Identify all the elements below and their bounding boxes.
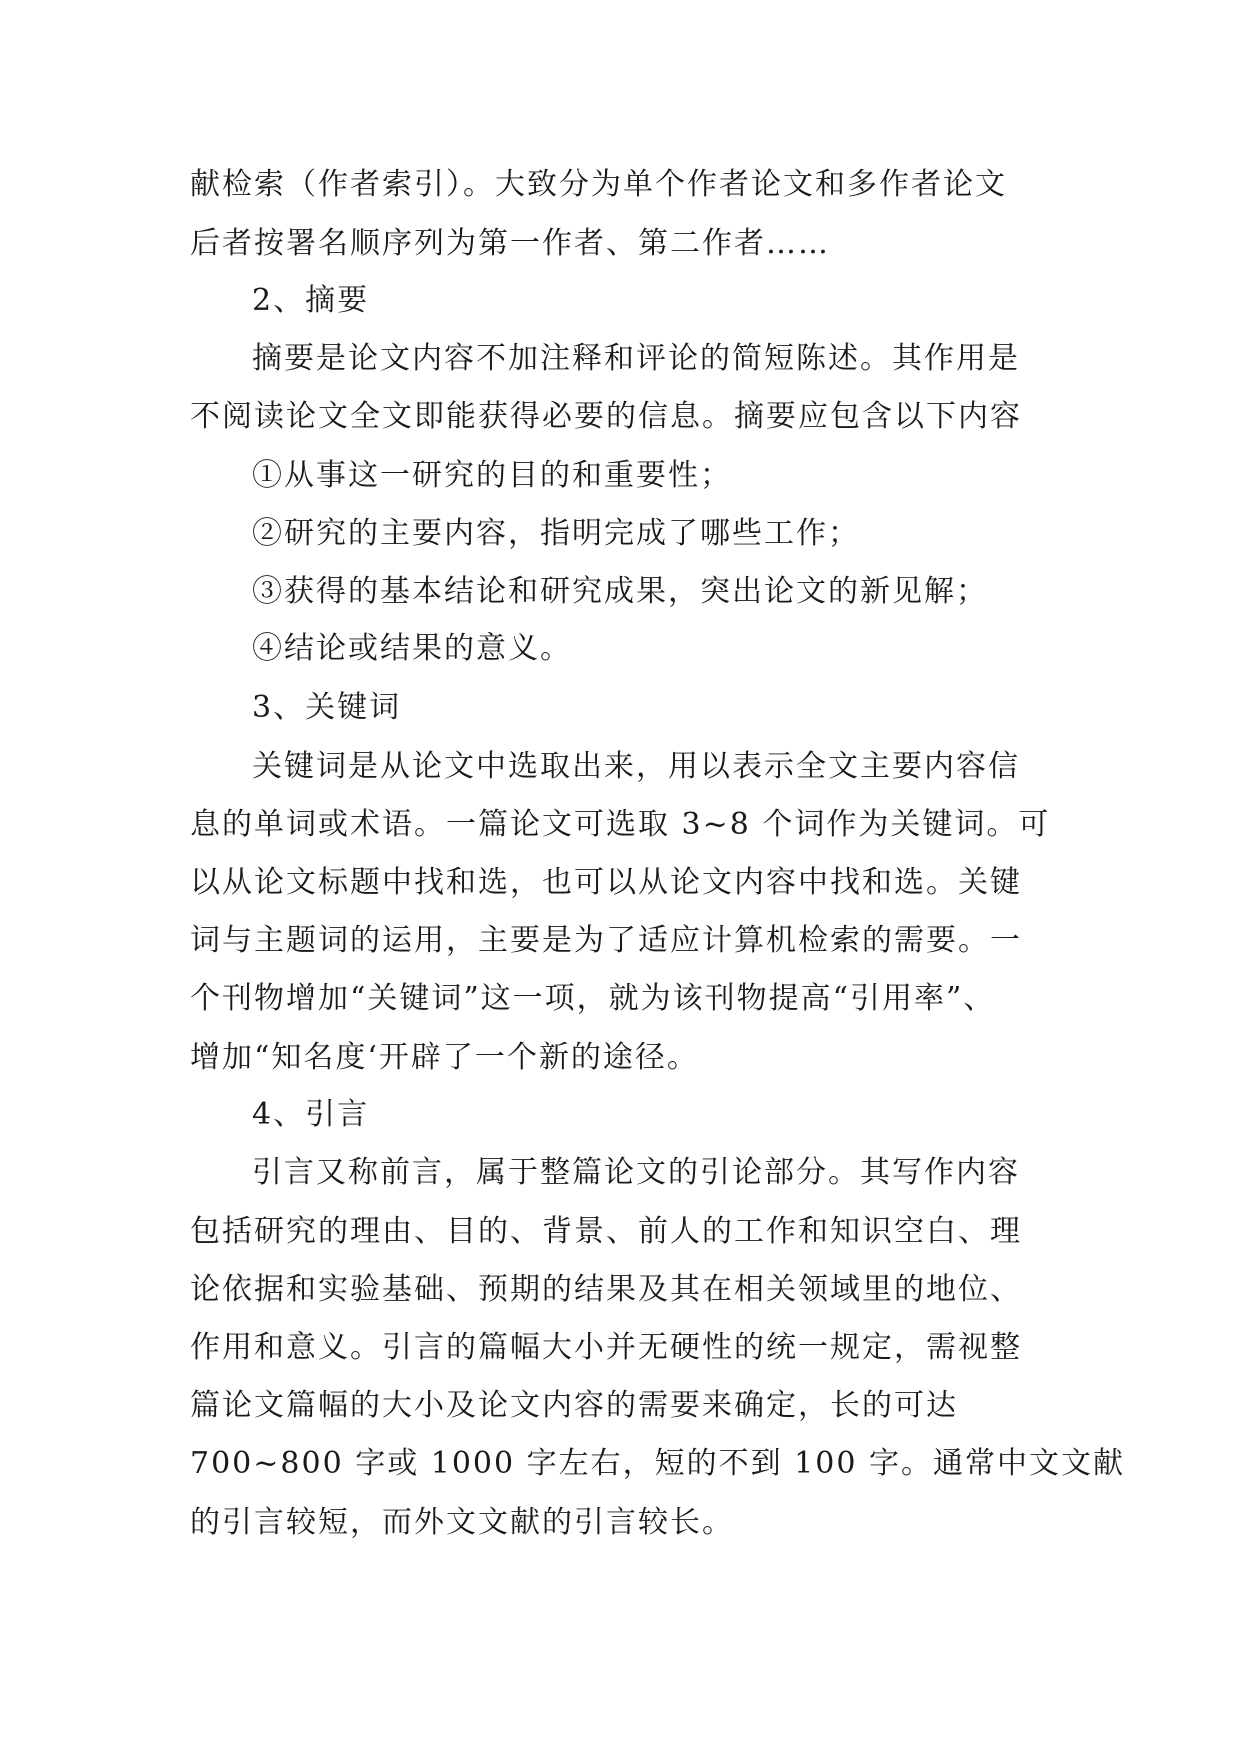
text-line: 词与主题词的运用，主要是为了适应计算机检索的需要。一 — [190, 923, 1022, 958]
text-line: 息的单词或术语。一篇论文可选取 3~8 个词作为关键词。可 — [190, 807, 1051, 842]
list-item: ①从事这一研究的目的和重要性； — [252, 458, 732, 493]
list-item: ③获得的基本结论和研究成果，突出论文的新见解； — [252, 574, 988, 609]
text-line: 增加“知名度‘开辟了一个新的途径。 — [190, 1040, 699, 1075]
text-line: 700~800 字或 1000 字左右，短的不到 100 字。通常中文文献 — [190, 1446, 1125, 1481]
text-line: 的引言较短，而外文文献的引言较长。 — [190, 1505, 734, 1540]
text-line: 包括研究的理由、目的、背景、前人的工作和知识空白、理 — [190, 1214, 1022, 1249]
text-line: 个刊物增加“关键词”这一项，就为该刊物提高“引用率”、 — [190, 981, 996, 1016]
section-heading: 2、摘要 — [252, 283, 370, 318]
section-heading: 3、关键词 — [252, 690, 402, 725]
text-line: 后者按署名顺序列为第一作者、第二作者…… — [190, 226, 830, 261]
text-line: 论依据和实验基础、预期的结果及其在相关领域里的地位、 — [190, 1272, 1022, 1307]
text-line: 引言又称前言，属于整篇论文的引论部分。其写作内容 — [252, 1155, 1020, 1190]
section-heading: 4、引言 — [252, 1097, 370, 1132]
text-line: 关键词是从论文中选取出来，用以表示全文主要内容信 — [252, 749, 1020, 784]
list-item: ④结论或结果的意义。 — [252, 631, 572, 666]
text-line: 不阅读论文全文即能获得必要的信息。摘要应包含以下内容 — [190, 399, 1022, 434]
text-line: 献检索（作者索引）。大致分为单个作者论文和多作者论文 — [190, 167, 1007, 202]
text-line: 作用和意义。引言的篇幅大小并无硬性的统一规定，需视整 — [190, 1330, 1022, 1365]
text-line: 篇论文篇幅的大小及论文内容的需要来确定，长的可达 — [190, 1388, 958, 1423]
list-item: ②研究的主要内容，指明完成了哪些工作； — [252, 516, 860, 551]
text-line: 摘要是论文内容不加注释和评论的简短陈述。其作用是 — [252, 341, 1020, 376]
text-line: 以从论文标题中找和选，也可以从论文内容中找和选。关键 — [190, 865, 1022, 900]
